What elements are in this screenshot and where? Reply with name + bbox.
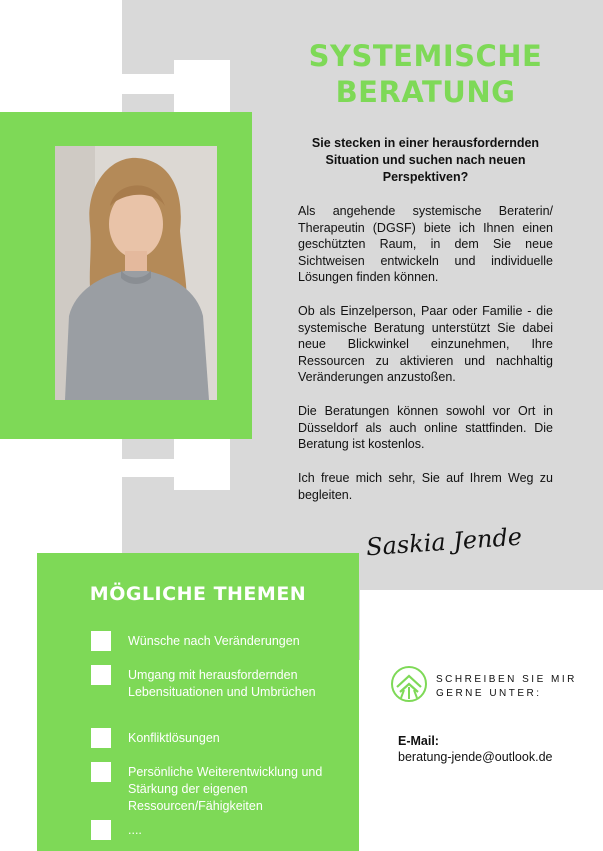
theme-label: Konfliktlösungen (128, 731, 220, 745)
title-line-2: BERATUNG (335, 75, 516, 109)
email-link[interactable]: beratung-jende@outlook.de (398, 750, 553, 764)
theme-label: Wünsche nach Veränderungen (128, 634, 300, 648)
checkbox[interactable] (91, 762, 111, 782)
portrait-photo (55, 146, 217, 400)
contact-title: SCHREIBEN SIE MIR GERNE UNTER: (436, 674, 577, 699)
signature: Saskia Jende (365, 522, 523, 562)
intro-paragraph-3: Die Beratungen können sowohl vor Ort in Düsseldorf als auch online stattfinden. Die Beratung ist kostenlos. (298, 404, 553, 451)
white-panel-bottom-right (360, 590, 603, 851)
mountain-logo-icon (390, 665, 428, 703)
page-title (298, 38, 553, 110)
themes-title: MÖGLICHE THEMEN (89, 583, 307, 605)
email-label: E-Mail: (398, 734, 439, 748)
title-line-1: SYSTEMISCHE (308, 39, 543, 73)
themes-panel (37, 553, 359, 851)
intro-paragraph-4: Ich freue mich sehr, Sie auf Ihrem Weg zu begleiten. (298, 471, 553, 502)
checkbox[interactable] (91, 820, 111, 840)
theme-label: Persönliche Weiterentwicklung und Stärkung der eigenen Ressourcen/Fähigkeiten (128, 765, 323, 813)
intro-paragraph-2: Ob als Einzelperson, Paar oder Familie - die systemische Beratung unterstützt Sie dabei neue Blickwinkel einzunehmen, Ihre Ressourcen zu aktivieren und nachhaltig Veränderungen anzustoßen. (298, 304, 553, 384)
lead-question: Sie stecken in einer herausfordernden Situation und suchen nach neuen Perspektiven? (311, 136, 540, 184)
checkbox[interactable] (91, 728, 111, 748)
theme-label: Umgang mit herausfordernden Lebensituationen und Umbrüchen (128, 668, 316, 699)
intro-paragraph-1: Als angehende systemische Beraterin/ Therapeutin (DGSF) biete ich Ihnen einen geschützten Raum, in dem Sie neue Sichtweisen entwickeln und individuelle Lösungen finden können. (298, 204, 553, 284)
theme-label: .... (128, 823, 142, 837)
checkbox[interactable] (91, 631, 111, 651)
checkbox[interactable] (91, 665, 111, 685)
